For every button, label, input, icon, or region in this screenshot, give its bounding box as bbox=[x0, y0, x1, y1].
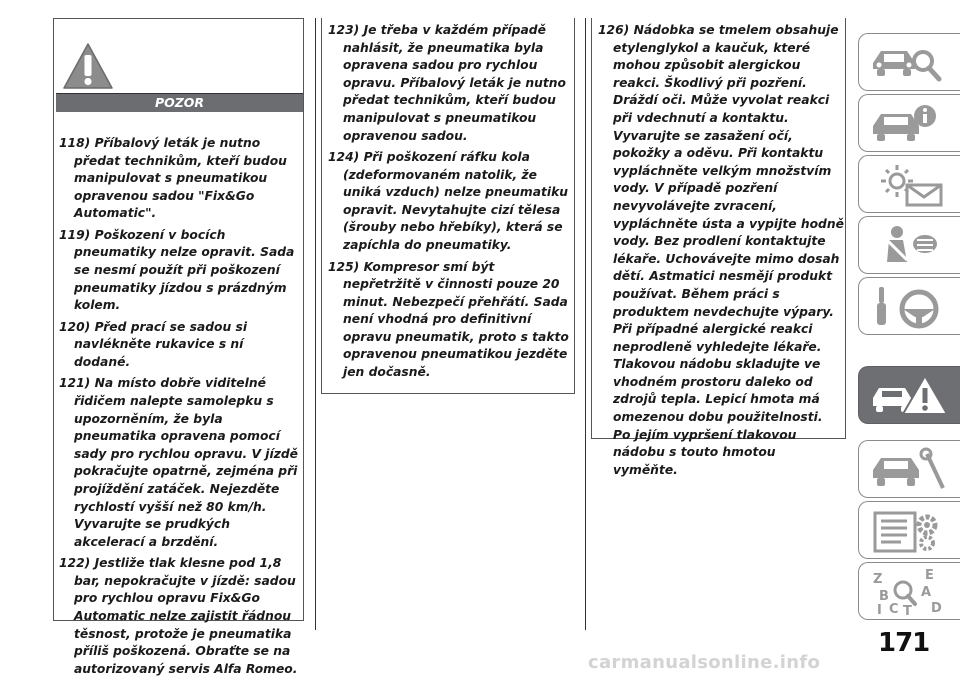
note-item bbox=[59, 319, 303, 372]
index-letter: B bbox=[879, 589, 889, 604]
warning-title: POZOR bbox=[154, 95, 205, 110]
note-number: 125) bbox=[328, 259, 360, 274]
note-number: 124) bbox=[328, 150, 360, 165]
tab-maintenance[interactable] bbox=[858, 440, 960, 498]
index-letter: C bbox=[889, 602, 899, 616]
note-text: Kompresor smí být nepřetržitě v činnosti pouze 20 minut. Nebezpečí přehřátí. Sada není vhodná pro definitivní opravu pneumatik, proto s takto opravenou pneumatikou jezděte jen dočasně. bbox=[343, 259, 569, 380]
note-number: 126) bbox=[598, 23, 630, 37]
index-letter: T bbox=[903, 604, 912, 616]
warning-title-bar bbox=[56, 93, 303, 112]
note-number: 118) bbox=[59, 136, 91, 150]
note-item bbox=[59, 227, 303, 315]
airbag-seatbelt-icon bbox=[867, 222, 953, 270]
tab-car-inspection[interactable] bbox=[858, 33, 960, 91]
note-item bbox=[598, 22, 844, 479]
note-text: Jestliže tlak klesne pod 1,8 bar, nepokračujte v jízdě: sadou pro rychlou opravu Fix&Go Automatic nelze zajistit řádnou těsnost, protože je pneumatika příliš poškozená. Obraťte se na autorizovaný servis Alfa Romeo. bbox=[74, 556, 298, 676]
note-text: Na místo dobře viditelné řidičem nalepte samolepku s upozorněním, že byla pneumatika opravena pomocí sady pro rychlou opravu. V jízdě pokračujte opatrně, zejména při projíždění zatáček. Nejezděte rychlostí vyšší než 80 km/h. Vyvarujte se prudkých akcelerací a brzdění. bbox=[74, 376, 298, 549]
note-number: 123) bbox=[328, 23, 360, 37]
note-item bbox=[328, 259, 574, 382]
index-letter: A bbox=[921, 585, 932, 600]
steering-wheel-key-icon bbox=[867, 283, 953, 331]
tab-safety[interactable] bbox=[858, 216, 960, 274]
alphabet-index-icon bbox=[867, 568, 953, 616]
note-text: Je třeba v každém případě nahlásit, že pneumatika byla opravena sadou pro rychlou opravu. Příbalový leták je nutno předat technikům, kteří budou manipulovat s pneumatikou opravenou sadou. bbox=[343, 23, 566, 143]
note-number: 121) bbox=[59, 376, 91, 391]
column-divider bbox=[315, 18, 316, 630]
index-letter: Z bbox=[873, 572, 883, 587]
notes-list-2 bbox=[328, 22, 574, 386]
car-emergency-icon bbox=[867, 372, 953, 420]
car-wrench-icon bbox=[867, 446, 953, 494]
tab-car-info[interactable] bbox=[858, 94, 960, 152]
list-gear-icon bbox=[867, 507, 953, 555]
warning-lights-envelope-icon bbox=[867, 161, 953, 209]
car-magnifier-icon bbox=[867, 39, 953, 87]
note-number: 122) bbox=[59, 556, 91, 571]
note-text: Příbalový leták je nutno předat technikům, kteří budou manipulovat s pneumatikou opravenou sadou "Fix&Go Automatic". bbox=[74, 136, 287, 221]
note-text: Nádobka se tmelem obsahuje etylenglykol a kaučuk, které mohou způsobit alergickou reakci. Škodlivý při pozření. Dráždí oči. Může vyvolat reakci při vdechnutí a kontaktu. Vyvarujte se zasažení očí, pokožky a oděvu. Při kontaktu vypláchněte velkým množstvím vody. V případě pozření nevyvolávejte zvracení, vypláchněte ústa a vypijte hodně vody. Bez prodlení kontaktujte lékaře. Uchovávejte mimo dosah dětí. Astmatici nesmějí produkt používat. Během práci s produktem nevdechujte výpary. Při případné alergické reakci neprodleně vyhledejte lékaře. Tlakovou nádobu skladujte ve vhodném prostoru daleko od zdrojů tepla. Lepicí hmota má omezenou dobu použitelnosti. Po jejím vypršení tlakovou nádobu s touto hmotou vyměňte. bbox=[613, 23, 844, 477]
tab-index[interactable] bbox=[858, 562, 960, 620]
tab-warning-lights[interactable] bbox=[858, 155, 960, 213]
note-number: 120) bbox=[59, 319, 91, 334]
note-number: 119) bbox=[59, 227, 91, 242]
tab-technical-data[interactable] bbox=[858, 501, 960, 559]
index-letter: D bbox=[931, 601, 942, 616]
index-letter: E bbox=[925, 568, 934, 583]
note-text: Před prací se sadou si navlékněte rukavice s ní dodané. bbox=[74, 319, 248, 369]
note-item bbox=[59, 375, 303, 551]
note-text: Poškození v bocích pneumatiky nelze opravit. Sada se nesmí použít při poškození pneumatiky jízdou s prázdným kolem. bbox=[74, 227, 295, 313]
notes-list-3 bbox=[598, 22, 844, 483]
note-item bbox=[328, 22, 574, 145]
page-number: 171 bbox=[878, 628, 930, 658]
warning-triangle-icon bbox=[62, 42, 114, 90]
note-item bbox=[59, 555, 303, 678]
tab-emergency[interactable] bbox=[858, 366, 960, 424]
index-letter: I bbox=[877, 603, 882, 616]
note-item bbox=[328, 149, 574, 255]
column-divider bbox=[585, 18, 586, 630]
car-info-icon bbox=[867, 100, 953, 148]
note-text: Při poškození ráfku kola (zdeformovaném natolik, že uniká vzduch) nelze pneumatiku opravit. Nevytahujte cizí tělesa (šrouby nebo hřebíky), která se zapíchla do pneumatiky. bbox=[343, 150, 569, 253]
watermark-text: carmanualsonline.info bbox=[588, 652, 821, 673]
notes-list-1 bbox=[59, 135, 303, 682]
tab-starting-driving[interactable] bbox=[858, 277, 960, 335]
note-item bbox=[59, 135, 303, 223]
